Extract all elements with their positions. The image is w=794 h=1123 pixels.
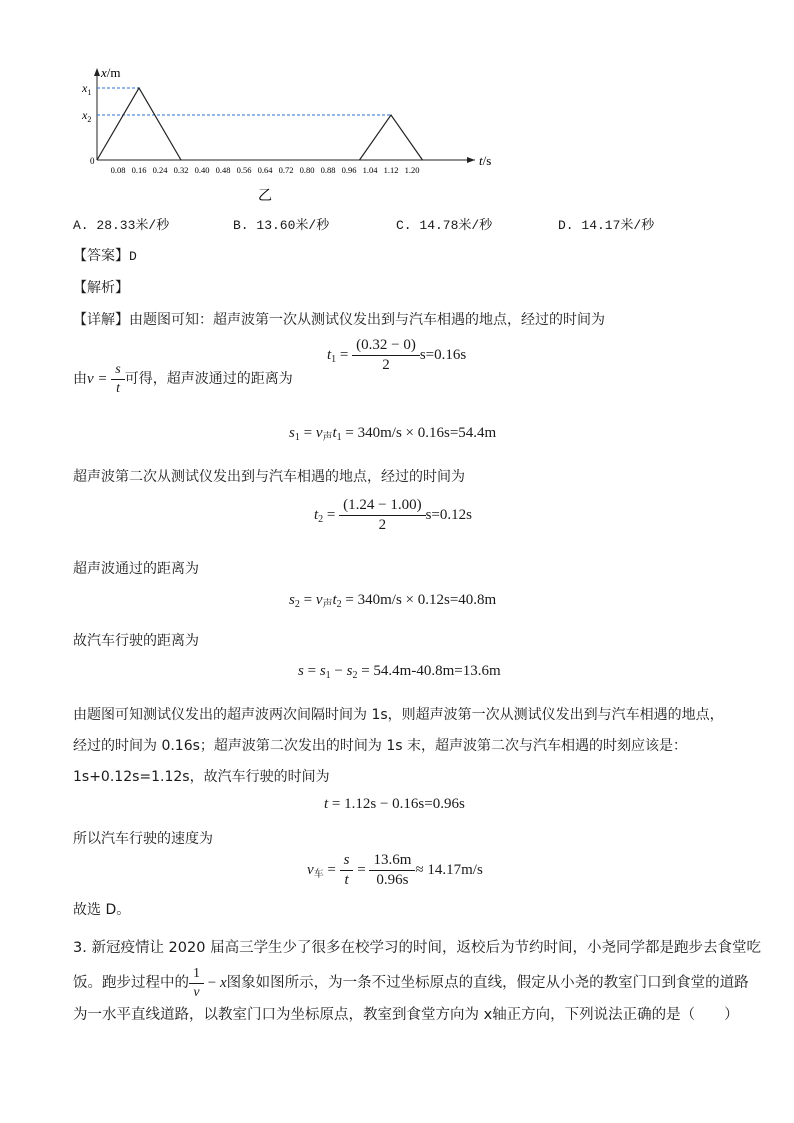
question-3-line-2: 饭。跑步过程中的 $\frac{1}{v}$ − x图象如图所示，为一条不过坐标原点的直线，假定从小尧的教室门口到食堂的道路 xyxy=(73,966,749,1000)
x-tick-label: 1.04 xyxy=(362,165,378,175)
series-line-2 xyxy=(360,115,423,160)
equation-s: $s = s_1 - s_2 = 54.4m-40.8m=13.6m$ xyxy=(298,663,501,681)
x-tick-label: 0.80 xyxy=(299,165,315,175)
y-tick-label: $x_1$ xyxy=(82,81,92,97)
x-tick-label: 0.96 xyxy=(341,165,357,175)
equation-t1: $t_1$ = $\frac{(0.32 - 0)}{2}$ s=0.16s xyxy=(327,337,467,373)
detail-line-1 xyxy=(73,309,605,329)
eq-t1-symbol: t xyxy=(327,346,332,363)
paragraph-line-2: 经过的时间为 0.16s；超声波第二次发出的时间为 1s 末，超声波第二次与汽车相遇的时刻应该是： xyxy=(73,738,688,754)
detail-text: 由题图可知：超声波第一次从测试仪发出到与汽车相遇的地点，经过的时间为 xyxy=(129,312,605,328)
choose-line: 故选 D。 xyxy=(73,902,131,918)
paragraph-line-1: 由题图可知测试仪发出的超声波两次间隔时间为 1s，则超声波第一次从测试仪发出到与汽车相遇的地点， xyxy=(73,707,724,723)
figure-caption: 乙 xyxy=(258,189,272,204)
second-line: 超声波第二次从测试仪发出到与汽车相遇的地点，经过的时间为 xyxy=(73,469,465,485)
equation-s2: $s_2 = v_声t_2 = 340m/s \times 0.12s=40.8m$ xyxy=(289,592,497,610)
detail-tag: 【详解】 xyxy=(73,312,129,328)
velocity-formula: v = $\frac{s}{t}$ xyxy=(87,371,125,387)
option-c: C. 14.78米/秒 xyxy=(396,218,493,233)
distance-line: 超声波通过的距离为 xyxy=(73,561,199,577)
analysis-tag: 【解析】 xyxy=(73,280,129,296)
paragraph-line-3: 1s+0.12s=1.12s，故汽车行驶的时间为 xyxy=(73,769,330,785)
x-tick-label: 1.20 xyxy=(404,165,420,175)
answer-line xyxy=(73,245,137,265)
question-3-line-3: 为一水平直线道路，以教室门口为坐标原点，教室到食堂方向为 x轴正方向，下列说法正确的是（ ） xyxy=(73,1007,739,1023)
question-3-line-1: 3. 新冠疫情让 2020 届高三学生少了很多在校学习的时间，返校后为节约时间，小尧同学都是跑步去食堂吃 xyxy=(73,940,762,956)
x-tick-label: 1.12 xyxy=(383,165,399,175)
x-tick-label: 0.16 xyxy=(131,165,147,175)
series-line-1 xyxy=(97,88,181,160)
y-axis-label: x/m xyxy=(101,65,121,80)
eq-t1-sub: 1 xyxy=(331,353,337,365)
eq-t1-result: s=0.16s xyxy=(419,346,467,363)
equation-v: $v_车$ = $\frac{s}{t}$ = $\frac{13.6m}{0.96s}$ ≈ 14.17m/s xyxy=(307,852,483,888)
x-tick-label: 0.72 xyxy=(278,165,294,175)
origin-label: 0 xyxy=(90,156,95,166)
eq-t1-fraction: $\frac{(0.32 - 0)}{2}$ xyxy=(352,337,420,374)
speed-line: 所以汽车行驶的速度为 xyxy=(73,831,213,847)
equation-t2: $t_2$ = $\frac{(1.24 - 1.00)}{2}$ s=0.12s xyxy=(314,497,472,533)
x-tick-label: 0.08 xyxy=(110,165,126,175)
x-tick-label: 0.32 xyxy=(173,165,189,175)
equation-t: t = 1.12s − 0.16s=0.96s xyxy=(324,796,465,812)
inverse-v-x-expression: $\frac{1}{v}$ − x xyxy=(189,975,227,991)
y-tick-label: $x_2$ xyxy=(82,108,92,124)
x-tick-label: 0.48 xyxy=(215,165,231,175)
y-axis-arrow xyxy=(94,68,100,76)
answer-tag: 【答案】 xyxy=(73,248,129,264)
xt-graph xyxy=(80,60,520,210)
car-distance-line: 故汽车行驶的距离为 xyxy=(73,633,199,649)
x-axis-arrow xyxy=(467,157,475,163)
x-tick-label: 0.88 xyxy=(320,165,336,175)
equation-s1: $s_1 = v_声t_1 = 340m/s \times 0.16s=54.4m$ xyxy=(289,425,497,443)
velocity-formula-line: 由v = $\frac{s}{t}$ 可得，超声波通过的距离为 xyxy=(73,362,293,396)
x-tick-label: 0.24 xyxy=(152,165,168,175)
x-tick-label: 0.56 xyxy=(236,165,252,175)
x-axis-label: t/s xyxy=(479,153,492,168)
option-b: B. 13.60米/秒 xyxy=(233,218,330,233)
answer-value: D xyxy=(129,249,137,264)
option-d: D. 14.17米/秒 xyxy=(558,218,655,233)
x-tick-label: 0.64 xyxy=(257,165,273,175)
option-a: A. 28.33米/秒 xyxy=(73,218,170,233)
x-tick-label: 0.40 xyxy=(194,165,210,175)
